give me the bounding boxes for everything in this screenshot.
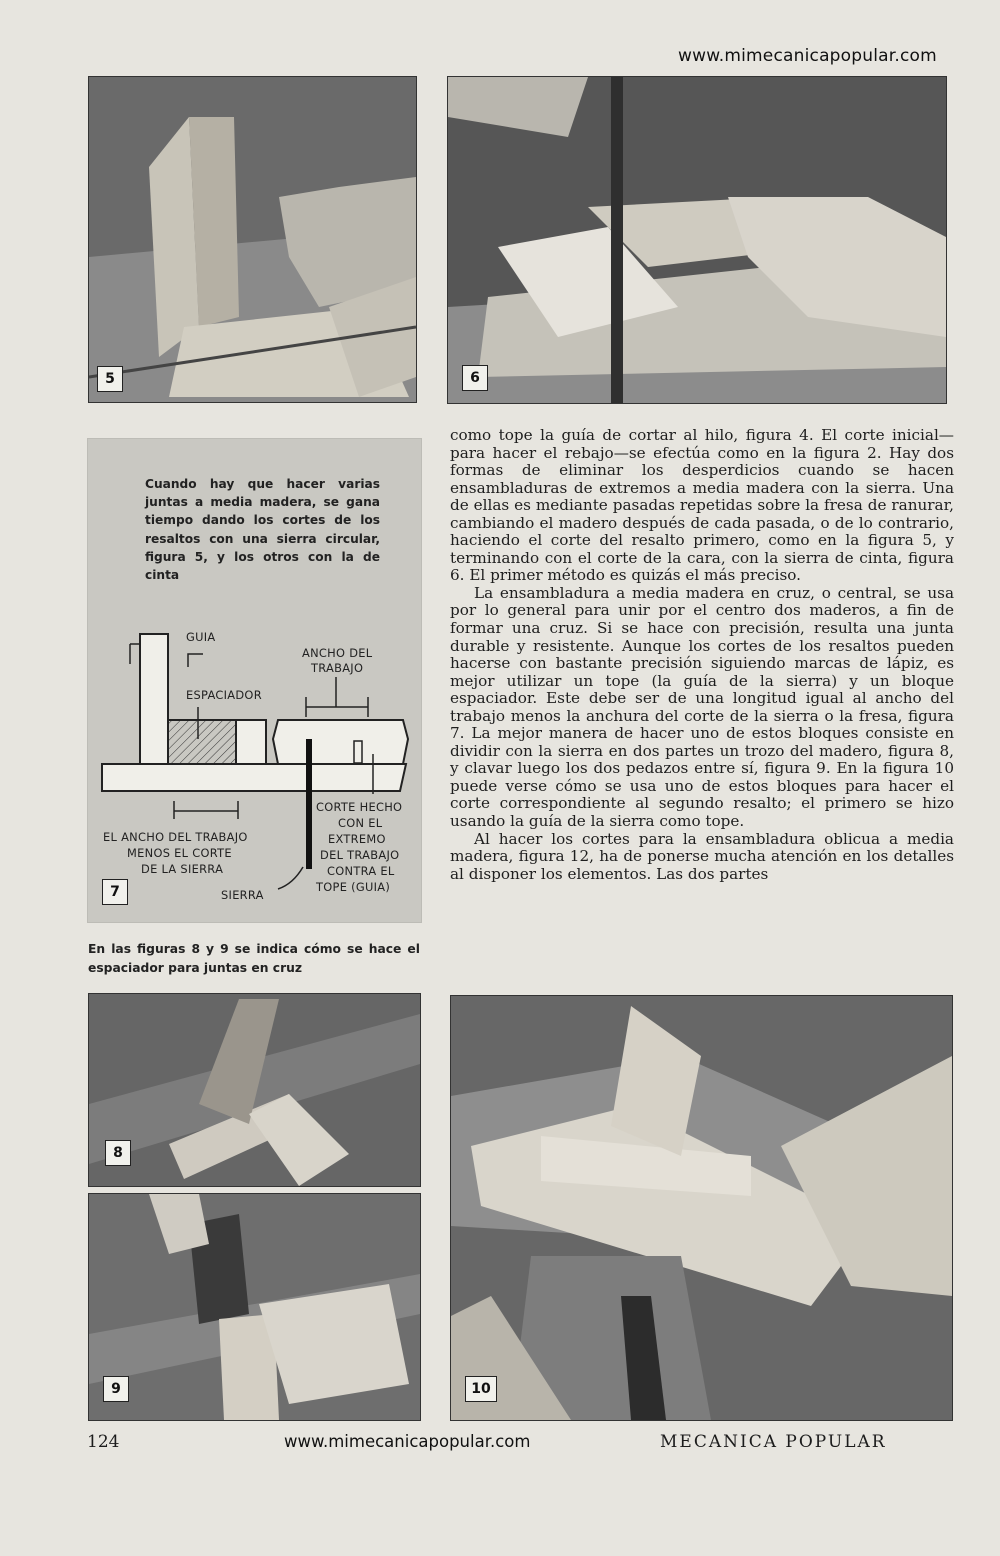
figure-10-number: 10 [465, 1376, 497, 1402]
figure-10-photo [450, 995, 953, 1421]
paragraph-2: La ensambladura a media madera en cruz, o central, se usa por lo general para unir por el centro dos maderos, a fin de formar una cruz. Si se hace con precisión, resulta una junta durable y resistente. Aunque los cortes de los resaltos pueden hacerse con bastante precisión siguiendo marcas de lápiz, es mejor utilizar un tope (la guía de la sierra) y un bloque espaciador. Este debe ser de una longitud igual al ancho del trabajo menos la anchura del corte de la sierra o la fresa, figura 7. La mejor manera de hacer uno de estos bloques consiste en dividir con la sierra en dos partes un trozo del madero, figura 8, y clavar luego los dos pedazos entre sí, figura 9. En la figura 10 puede verse cómo se usa uno de estos bloques para hacer el corte correspondiente al segundo resalto; el primero se hizo usando la guía de la sierra como tope. [450, 583, 954, 831]
label-corte-3: EXTREMO [328, 832, 386, 846]
label-ancho-1: ANCHO DEL [302, 646, 373, 660]
figure-6-number: 6 [462, 365, 488, 391]
label-corte-6: TOPE (GUIA) [316, 880, 391, 894]
label-guia: GUIA [186, 630, 216, 644]
caption-figures-8-9: En las figuras 8 y 9 se indica cómo se hace el espaciador para juntas en cruz [88, 942, 420, 975]
paragraph-3: Al hacer los cortes para la ensambladura oblicua a media madera, figura 12, ha de ponerse mucha atención en los detalles al disponer los elementos. Las dos partes [450, 829, 954, 883]
figure-5-number: 5 [97, 366, 123, 392]
figure-7-caption: Cuando hay que hacer varias juntas a media madera, se gana tiempo dando los cortes de los resaltos con una sierra circular, figura 5, y los otros con la de cinta [145, 477, 380, 583]
footer-url: www.mimecanicapopular.com [284, 1432, 531, 1451]
figure-6-photo [447, 76, 947, 404]
label-corte-4: DEL TRABAJO [320, 848, 400, 862]
page-number: 124 [87, 1432, 120, 1452]
label-menos-2: MENOS EL CORTE [127, 846, 232, 860]
header-url: www.mimecanicapopular.com [678, 46, 937, 66]
figure-8-number: 8 [105, 1140, 131, 1166]
label-corte-5: CONTRA EL [327, 864, 395, 878]
figure-9-number: 9 [103, 1376, 129, 1402]
label-ancho-2: TRABAJO [311, 661, 364, 675]
article-body [450, 427, 954, 883]
label-corte-2: CON EL [338, 816, 383, 830]
figure-8-photo [88, 993, 421, 1187]
label-menos-1: EL ANCHO DEL TRABAJO [103, 830, 248, 844]
figure-5-photo [88, 76, 417, 403]
figure-9-photo [88, 1193, 421, 1421]
figure-7-number: 7 [102, 879, 128, 905]
label-menos-3: DE LA SIERRA [141, 862, 224, 876]
label-espaciador: ESPACIADOR [186, 688, 262, 702]
label-corte-1: CORTE HECHO [316, 800, 403, 814]
magazine-name: MECANICA POPULAR [660, 1432, 887, 1452]
label-sierra: SIERRA [221, 888, 264, 902]
paragraph-1: como tope la guía de cortar al hilo, figura 4. El corte inicial—para hacer el rebajo—se efectúa como en la figura 2. Hay dos formas de eliminar los desperdicios cuando se hacen ensambladuras de extremos a media madera con la sierra. Una de ellas es mediante pasadas repetidas sobre la fresa de ranurar, cambiando el madero después de cada pasada, o de lo contrario, haciendo el corte del resalto primero, como en la figura 5, y terminando con el corte de la cara, con la sierra de cinta, figura 6. El primer método es quizás el más preciso. [450, 426, 954, 585]
